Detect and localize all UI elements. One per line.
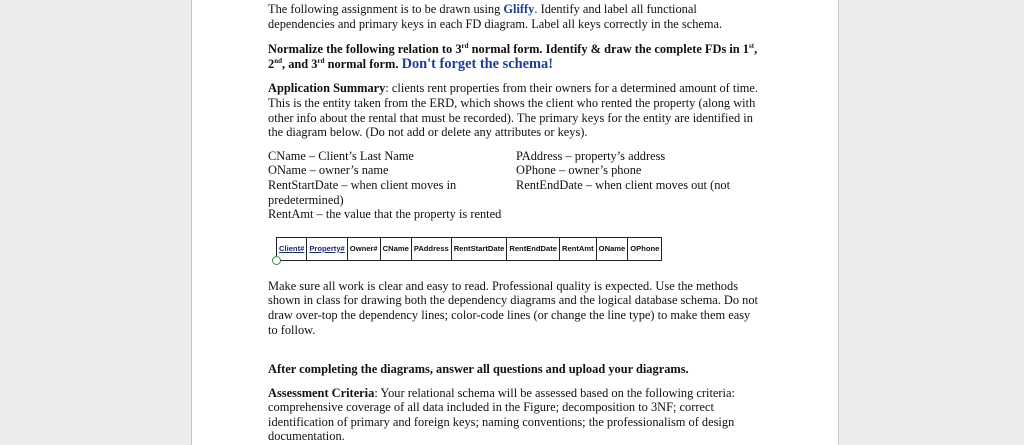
relation-table	[276, 237, 662, 262]
relation-column: Client#	[277, 237, 307, 261]
relation-column: OPhone	[628, 237, 662, 261]
attribute-row	[268, 178, 762, 193]
relation-column: RentAmt	[560, 237, 597, 261]
criteria-label: Assessment Criteria	[268, 385, 375, 400]
ordinal-sup: rd	[461, 42, 469, 51]
assessment-criteria	[268, 386, 762, 444]
instruction-text: , 2	[268, 42, 758, 71]
ordinal-sup: nd	[274, 56, 282, 65]
relation-column: RentEndDate	[507, 237, 560, 261]
normalize-instruction	[268, 42, 762, 71]
instruction-text: , and 3	[282, 56, 318, 71]
ordinal-sup: rd	[317, 56, 325, 65]
attribute-rentstartdate: RentStartDate – when client moves in	[268, 177, 457, 192]
document-page	[191, 0, 839, 445]
intro-text: The following assignment is to be drawn using	[268, 2, 504, 16]
diagram-handle[interactable]	[272, 256, 281, 265]
application-summary	[268, 81, 762, 139]
relation-column: OName	[596, 237, 628, 261]
attribute-paddress: PAddress – property’s address	[516, 148, 666, 163]
attribute-rentenddate: RentEndDate – when client moves out (not	[516, 177, 731, 192]
attribute-ophone: OPhone – owner’s phone	[516, 163, 642, 178]
attribute-oname: OName – owner’s name	[268, 163, 389, 178]
gliffy-link[interactable]: Gliffy	[503, 2, 535, 16]
instruction-text: Normalize the following relation to 3	[268, 42, 462, 57]
relation-header-row	[277, 237, 662, 261]
ordinal-sup: st	[749, 42, 755, 51]
document-content	[268, 0, 762, 444]
attribute-row	[268, 163, 762, 178]
instruction-text: normal form.	[324, 56, 402, 71]
summary-text: : clients rent properties from their owners for a determined amount of time. This is the entity taken from the ERD, which shows the client who rented the property (along with other info about the rental that must be recorded). The primary keys for the entity are identified in the diagram below. (Do not add or delete any attributes or keys).	[268, 81, 759, 140]
intro-paragraph	[268, 2, 762, 31]
relation-column: Owner#	[347, 237, 380, 261]
attribute-list	[268, 149, 762, 222]
schema-reminder: Don't forget the schema!	[401, 55, 554, 72]
relation-column: Property#	[307, 237, 347, 261]
relation-column: RentStartDate	[451, 237, 507, 261]
attribute-cname: CName – Client’s Last Name	[268, 148, 414, 163]
quality-paragraph: Make sure all work is clear and easy to read. Professional quality is expected. Use the methods shown in class for drawing both the dependency diagrams and the logical database schema. Do not draw over-top the dependency lines; color-code lines (or change the line type) to make them easy to follow.	[268, 278, 758, 337]
attribute-wrap: predetermined)	[268, 192, 344, 207]
relation-column: PAddress	[411, 237, 451, 261]
intro-text-rest: . Identify and label all functional dependencies and primary keys in each FD diagram. Label all keys correctly in the schema.	[268, 2, 723, 31]
attribute-row	[268, 149, 762, 164]
criteria-text: : Your relational schema will be assessed based on the following criteria: comprehensive coverage of all data included in the Figure; decomposition to 3NF; correct identification of primary and foreign keys; naming conventions; the professionalism of design documentation.	[268, 385, 735, 444]
attribute-rentamt: RentAmt – the value that the property is rented	[268, 207, 502, 222]
summary-label: Application Summary	[268, 81, 386, 96]
instruction-text: normal form. Identify & draw the complete FDs in 1	[468, 42, 749, 57]
relation-column: CName	[380, 237, 411, 261]
relation-diagram	[276, 237, 762, 265]
after-instruction: After completing the diagrams, answer all questions and upload your diagrams.	[268, 362, 689, 377]
